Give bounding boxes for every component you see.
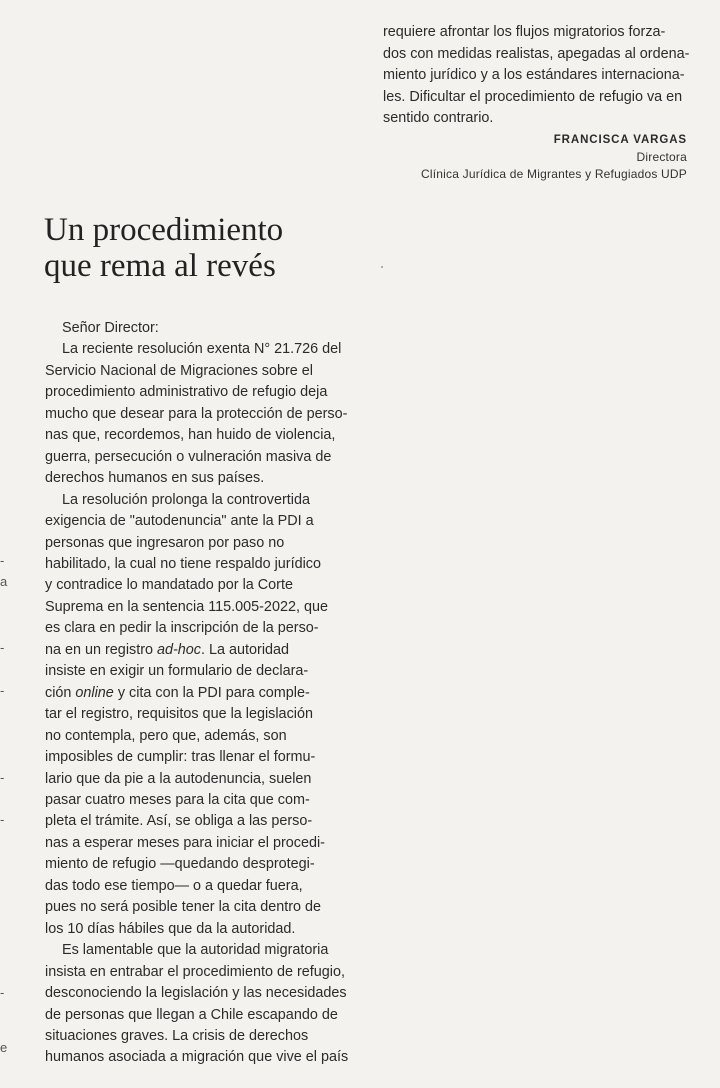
text-line: los 10 días hábiles que da la autoridad. bbox=[45, 920, 296, 937]
text-line: insiste en exigir un formulario de declara- bbox=[45, 663, 309, 680]
text-line: desconociendo la legislación y las necesidades bbox=[45, 985, 347, 1002]
edge-fragment: e bbox=[0, 1040, 8, 1055]
text-line: La reciente resolución exenta N° 21.726 del bbox=[62, 341, 342, 358]
text-line: les. Dificultar el procedimiento de refugio va en bbox=[383, 88, 683, 105]
edge-fragment: - bbox=[0, 985, 5, 1000]
text-line: Es lamentable que la autoridad migratoria bbox=[62, 942, 329, 959]
text-line: dos con medidas realistas, apegadas al ordena- bbox=[383, 45, 690, 62]
text-line: pasar cuatro meses para la cita que com- bbox=[45, 791, 310, 808]
text-line: no contempla, pero que, además, son bbox=[45, 727, 287, 744]
text-line: humanos asociada a migración que vive el país bbox=[45, 1049, 349, 1066]
text-line: imposibles de cumplir: tras llenar el formu- bbox=[45, 749, 316, 766]
text-line: miento jurídico y a los estándares internaciona- bbox=[383, 67, 685, 84]
text-line: pues no será posible tener la cita dentro de bbox=[45, 899, 322, 916]
text-line: requiere afrontar los flujos migratorios forza- bbox=[383, 24, 666, 40]
text-line: situaciones graves. La crisis de derechos bbox=[45, 1027, 309, 1044]
salutation: Señor Director: bbox=[62, 320, 159, 336]
author-role: Directora bbox=[636, 150, 687, 164]
text-line: y contradice lo mandatado por la Corte bbox=[45, 577, 293, 594]
text-line: nas a esperar meses para iniciar el procedi- bbox=[45, 834, 325, 851]
text-line: Suprema en la sentencia 115.005-2022, que bbox=[45, 598, 328, 615]
text-line: guerra, persecución o vulneración masiva de bbox=[45, 448, 332, 465]
text-line: de personas que llegan a Chile escapando de bbox=[45, 1006, 338, 1023]
text-line: personas que ingresaron por paso no bbox=[45, 534, 285, 551]
text-line: das todo ese tiempo— o a quedar fuera, bbox=[45, 877, 303, 894]
edge-fragment: a bbox=[0, 574, 8, 589]
edge-fragment: - bbox=[0, 553, 5, 568]
text-line: derechos humanos en sus países. bbox=[45, 470, 265, 487]
text-line: tar el registro, requisitos que la legislación bbox=[45, 706, 313, 723]
letter-headline bbox=[44, 212, 364, 284]
author-name: FRANCISCA VARGAS bbox=[553, 134, 687, 146]
text-line: pleta el trámite. Así, se obliga a las perso- bbox=[45, 813, 313, 830]
text-line: lario que da pie a la autodenuncia, suelen bbox=[45, 770, 312, 787]
previous-letter-ending bbox=[383, 22, 690, 130]
headline-line: que rema al revés bbox=[44, 248, 276, 284]
text-line: miento de refugio —quedando desprotegi- bbox=[45, 856, 315, 873]
edge-fragment: - bbox=[0, 640, 5, 655]
text-line: ción online y cita con la PDI para comple- bbox=[45, 684, 310, 701]
italic-term: ad-hoc bbox=[157, 641, 202, 658]
text-line: La resolución prolonga la controvertida bbox=[62, 491, 310, 508]
italic-term: online bbox=[75, 684, 114, 701]
text-line: habilitado, la cual no tiene respaldo jurídico bbox=[45, 555, 322, 572]
paragraph bbox=[45, 490, 365, 941]
print-speck bbox=[381, 266, 383, 268]
letter-body bbox=[45, 318, 365, 1069]
signature-block bbox=[421, 131, 687, 183]
paragraph bbox=[45, 940, 365, 1069]
edge-fragment: - bbox=[0, 812, 5, 827]
text-line: es clara en pedir la inscripción de la perso- bbox=[45, 620, 319, 637]
text-line: sentido contrario. bbox=[383, 110, 494, 127]
text-line: Servicio Nacional de Migraciones sobre el bbox=[45, 362, 313, 379]
paragraph bbox=[45, 339, 365, 489]
edge-fragment: - bbox=[0, 683, 5, 698]
text-line: exigencia de "autodenuncia" ante la PDI a bbox=[45, 513, 314, 530]
edge-fragment: - bbox=[0, 770, 5, 785]
text-line: insista en entrabar el procedimiento de refugio, bbox=[45, 963, 345, 980]
text-line: na en un registro ad-hoc. La autoridad bbox=[45, 641, 290, 658]
text-line: mucho que desear para la protección de perso- bbox=[45, 405, 348, 422]
text-line: procedimiento administrativo de refugio deja bbox=[45, 384, 328, 401]
left-edge-fragments bbox=[0, 0, 10, 1088]
headline-line: Un procedimiento bbox=[44, 212, 284, 248]
text-line: nas que, recordemos, han huido de violencia, bbox=[45, 427, 336, 444]
author-organization: Clínica Jurídica de Migrantes y Refugiados UDP bbox=[421, 167, 687, 181]
